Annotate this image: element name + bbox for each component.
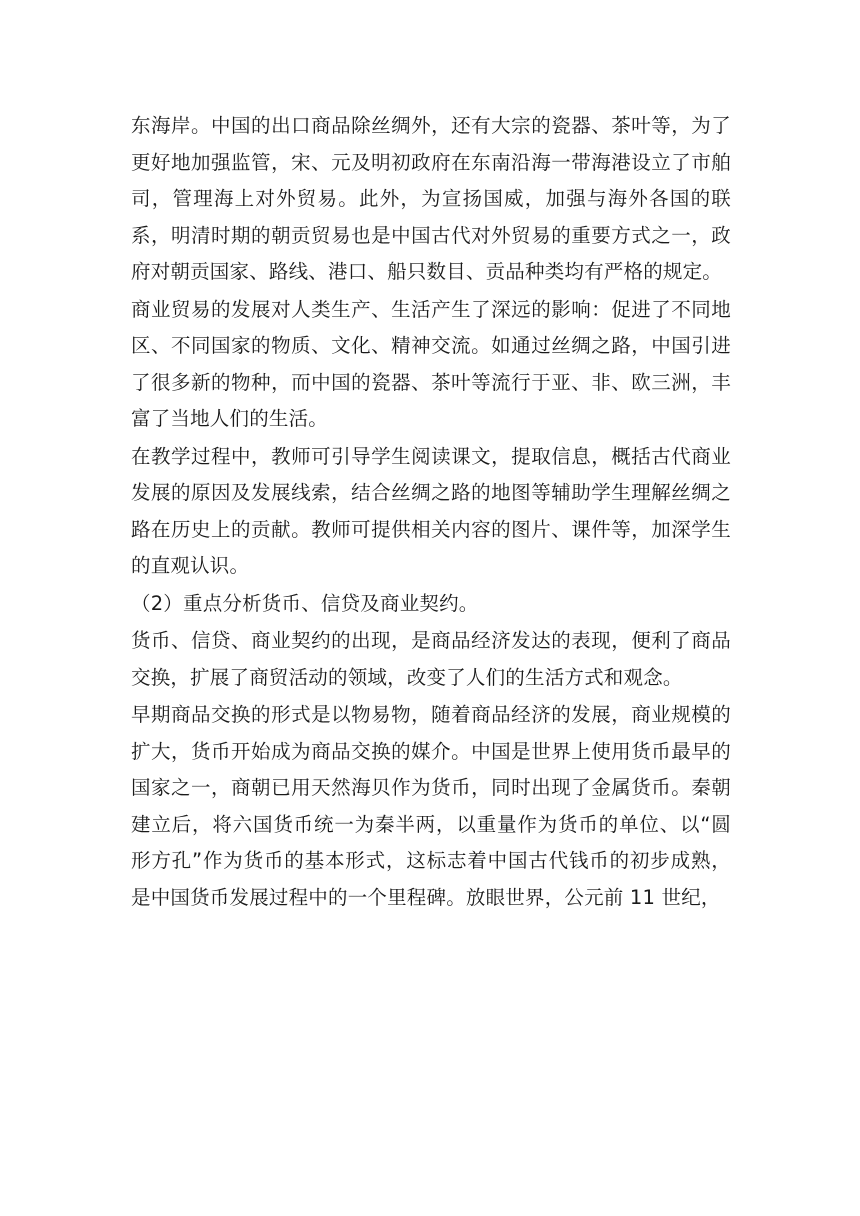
paragraph-maritime-trade: 东海岸。中国的出口商品除丝绸外，还有大宗的瓷器、茶叶等，为了更好地加强监管，宋、元及明初政府在东南沿海一带海港设立了市舶司，管理海上对外贸易。此外，为宣扬国威，加强与海外各国的联系，明清时期的朝贡贸易也是中国古代对外贸易的重要方式之一，政府对朝贡国家、路线、港口、船只数目、贡品种类均有严格的规定。 bbox=[131, 114, 731, 283]
paragraph-currency-history: 早期商品交换的形式是以物易物，随着商品经济的发展，商业规模的扩大，货币开始成为商品交换的媒介。中国是世界上使用货币最早的国家之一，商朝已用天然海贝作为货币，同时出现了金属货币。秦朝建立后，将六国货币统一为秦半两，以重量作为货币的单位、以“圆形方孔”作为货币的基本形式，这标志着中国古代钱币的初步成熟，是中国货币发展过程中的一个里程碑。放眼世界，公元前 11 世纪， bbox=[131, 703, 731, 909]
paragraph-teaching-process: 在教学过程中，教师可引导学生阅读课文，提取信息，概括古代商业发展的原因及发展线索，结合丝绸之路的地图等辅助学生理解丝绸之路在历史上的贡献。教师可提供相关内容的图片、课件等，加深学生的直观认识。 bbox=[131, 444, 731, 577]
paragraph-trade-impact: 商业贸易的发展对人类生产、生活产生了深远的影响：促进了不同地区、不同国家的物质、文化、精神交流。如通过丝绸之路，中国引进了很多新的物种，而中国的瓷器、茶叶等流行于亚、非、欧三洲，丰富了当地人们的生活。 bbox=[131, 297, 731, 430]
document-body bbox=[131, 108, 731, 916]
paragraph-currency-intro: 货币、信贷、商业契约的出现，是商品经济发达的表现，便利了商品交换，扩展了商贸活动的领域，改变了人们的生活方式和观念。 bbox=[131, 629, 731, 689]
section-heading-currency: （2）重点分析货币、信贷及商业契约。 bbox=[131, 591, 479, 615]
